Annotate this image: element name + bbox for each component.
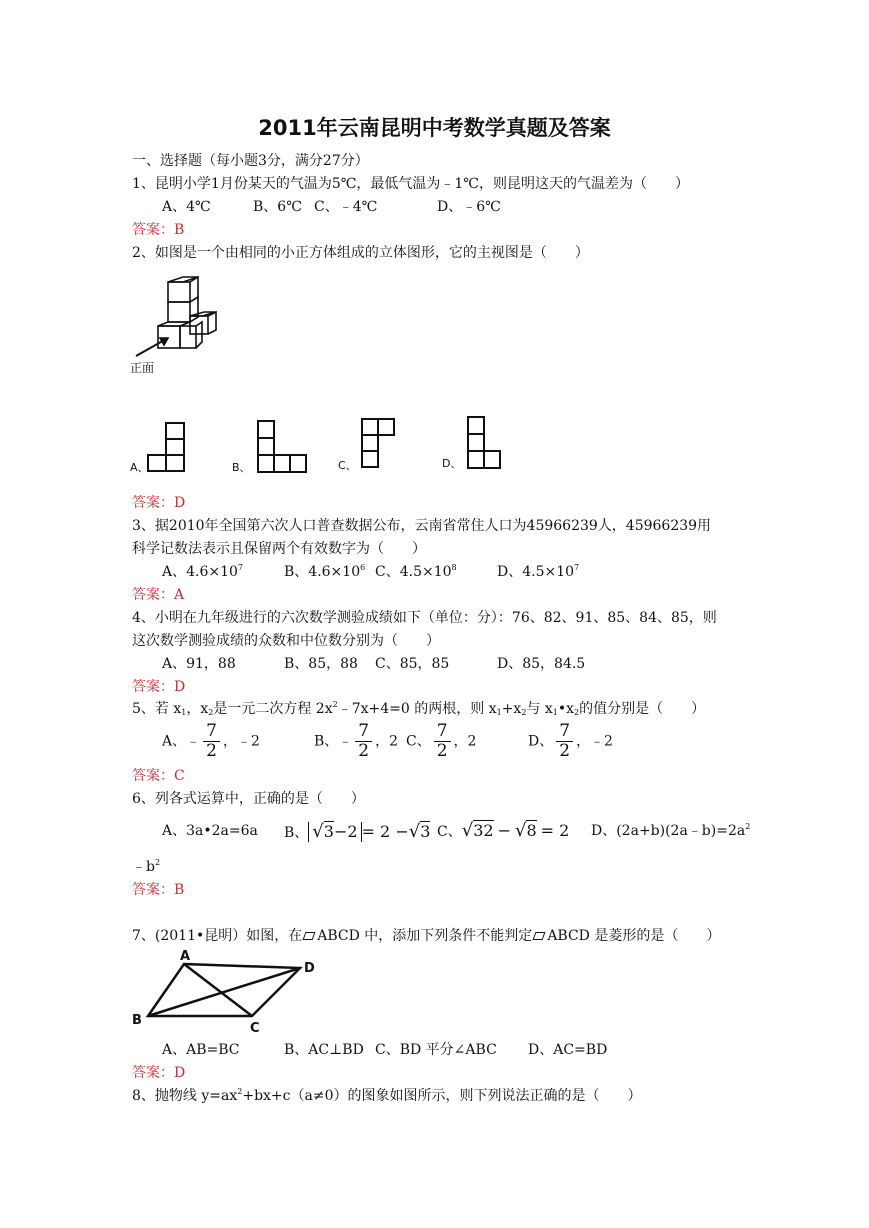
q3-answer-value: A	[174, 587, 185, 603]
fraction-numerator: 7	[203, 722, 220, 742]
radicand: 32	[473, 821, 494, 840]
q4-answer-value: D	[174, 679, 186, 695]
q5-sub: 1	[552, 708, 558, 717]
q5-answer	[132, 767, 185, 785]
q2-label-a: A、	[130, 461, 149, 474]
radicand: 3	[323, 822, 334, 841]
sqrt-icon: √	[461, 820, 474, 841]
answer-prefix: 答案：	[132, 222, 174, 238]
q4-option-d: D、85，84.5	[497, 656, 586, 672]
q5-option-a-pre: A、﹣	[162, 733, 201, 750]
q2-stem: 2、如图是一个由相同的小正方体组成的立体图形，它的主视图是（ ）	[132, 245, 589, 261]
answer-prefix: 答案：	[132, 587, 174, 603]
q7-option-b: B、AC⊥BD	[284, 1042, 364, 1058]
q5-stem-part: 与 x	[526, 701, 553, 717]
q3-option-d	[497, 563, 579, 581]
page-title: 2011年云南昆明中考数学真题及答案	[258, 116, 611, 140]
q1-answer	[132, 221, 184, 239]
q7-option-a: A、AB=BC	[162, 1042, 240, 1058]
q7-answer-value: D	[174, 1065, 186, 1081]
q5-stem-part: ，x	[186, 701, 209, 717]
q3-option-c-base: C、4.5×10	[375, 564, 452, 580]
q7-stem	[132, 927, 720, 945]
q4-answer	[132, 678, 185, 696]
q8-stem-part: 8、抛物线 y=ax	[132, 1088, 238, 1104]
answer-prefix: 答案：	[132, 1065, 174, 1081]
q5-option-a-post: ，﹣2	[222, 733, 260, 750]
fraction	[556, 722, 573, 761]
q6-option-c	[437, 822, 569, 841]
fraction-denominator: 2	[206, 741, 217, 761]
fraction	[434, 722, 451, 761]
fraction-numerator: 7	[355, 722, 372, 742]
q2-label-d: D、	[442, 457, 462, 470]
q5-option-d-pre: D、	[528, 733, 554, 750]
q5-option-d	[528, 722, 613, 761]
q6-option-b-label: B、	[284, 825, 309, 841]
q3-answer	[132, 586, 184, 604]
q5-option-b-post: ，2	[375, 733, 399, 750]
q5-stem-part: 是一元二次方程 2x	[213, 701, 333, 717]
q1-option-c: C、﹣4℃	[314, 199, 378, 215]
q6-stem: 6、列各式运算中，正确的是（ ）	[132, 791, 365, 807]
parallelogram-icon	[303, 932, 316, 940]
q5-option-c-post: ，2	[453, 733, 477, 750]
parallelogram-icon	[533, 932, 546, 940]
q5-options	[0, 722, 869, 766]
q6-options	[0, 822, 869, 844]
q5-stem-part: 5、若 x	[132, 701, 182, 717]
q6-option-b	[284, 822, 430, 842]
q1-option-d: D、﹣6℃	[437, 199, 501, 215]
q5-stem-part: 的值分别是（ ）	[579, 701, 706, 717]
q6-answer	[132, 881, 184, 899]
q5-option-c-pre: C、	[406, 733, 431, 750]
sqrt-icon: √	[312, 821, 324, 842]
q6-answer-value: B	[174, 882, 185, 898]
q5-sub: 1	[181, 708, 187, 717]
q7-option-d: D、AC=BD	[528, 1042, 608, 1058]
fraction-denominator: 2	[436, 741, 448, 761]
q5-stem-part: +x	[501, 701, 522, 717]
q3-stem-line2: 科学记数法表示且保留两个有效数字为（ ）	[132, 541, 426, 557]
q3-option-b	[284, 563, 365, 581]
q2-solid-figure	[128, 276, 228, 376]
q7-answer	[132, 1064, 185, 1082]
q7-stem-part: ABCD 中，添加下列条件不能判定	[317, 928, 533, 944]
answer-prefix: 答案：	[132, 679, 174, 695]
q5-stem-part: •x	[557, 701, 575, 717]
q2-option-c	[338, 419, 394, 472]
q4-stem-line1: 4、小明在九年级进行的六次数学测验成绩如下（单位：分）：76、82、91、85、84、85，则	[132, 610, 717, 626]
q5-option-a	[162, 722, 260, 761]
q5-option-c	[406, 722, 476, 761]
q8-stem	[132, 1087, 642, 1105]
q3-stem-line1: 3、据2010年全国第六次人口普查数据公布，云南省常住人口为45966239人，45966239用	[132, 518, 712, 534]
q1-option-a: A、4℃	[162, 199, 211, 215]
front-label: 正面	[130, 361, 155, 375]
q2-option-a	[130, 423, 184, 474]
q3-option-a	[162, 563, 243, 581]
q6-option-b-mid: −2	[333, 822, 358, 841]
radicand: 3	[420, 822, 431, 841]
answer-prefix: 答案：	[132, 495, 174, 511]
vertex-a-label: A	[180, 949, 191, 964]
q7-stem-part: ABCD 是菱形的是（ ）	[547, 928, 721, 944]
q3-option-d-exp: 7	[574, 563, 580, 572]
q4-option-b: B、85，88	[284, 656, 358, 672]
q8-sup: 2	[237, 1087, 243, 1096]
q2-answer-value: D	[174, 495, 186, 511]
q6-option-d-tail-exp: 2	[154, 858, 161, 867]
q7-stem-part: 7、(2011•昆明）如图，在	[132, 928, 303, 944]
abs-value	[308, 822, 361, 842]
q6-option-d-exp: 2	[745, 822, 751, 831]
q4-option-a: A、91，88	[162, 656, 236, 672]
q1-option-b: B、6℃	[253, 199, 302, 215]
vertex-c-label: C	[250, 1021, 260, 1034]
q3-option-c-exp: 8	[451, 563, 457, 572]
q5-sub: 2	[521, 708, 527, 717]
q6-option-c-mid: −	[497, 821, 511, 840]
q4-option-c: C、85，85	[375, 656, 450, 672]
vertex-b-label: B	[132, 1013, 142, 1028]
q4-stem-line2: 这次数学测验成绩的众数和中位数分别为（ ）	[132, 633, 440, 649]
q3-option-a-exp: 7	[237, 563, 244, 572]
q2-option-b	[232, 421, 306, 474]
fraction	[203, 722, 220, 761]
q5-answer-value: C	[174, 768, 185, 784]
q3-option-b-base: B、4.6×10	[284, 564, 361, 580]
sqrt-icon: √	[514, 820, 527, 841]
q6-option-d	[591, 822, 750, 840]
q6-option-d-tail-base: ﹣b	[132, 859, 155, 875]
fraction-denominator: 2	[358, 741, 370, 761]
fraction-numerator: 7	[556, 722, 573, 742]
q5-sub: 1	[496, 708, 502, 717]
fraction	[355, 722, 372, 761]
q5-stem	[132, 700, 705, 718]
section-heading: 一、选择题（每小题3分，满分27分）	[132, 153, 369, 169]
q3-option-c	[375, 563, 457, 581]
q5-sub: 2	[208, 708, 214, 717]
q2-options	[128, 415, 528, 477]
q6-option-b-eq: = 2 −	[361, 822, 409, 841]
q5-option-d-post: ，﹣2	[576, 733, 613, 750]
q5-sup: 2	[332, 700, 338, 709]
q6-option-d-base: D、(2a+b)(2a﹣b)=2a	[591, 823, 746, 839]
q6-option-a: A、3a•2a=6a	[162, 823, 258, 839]
q3-option-a-base: A、4.6×10	[162, 564, 238, 580]
q5-stem-part: ﹣7x+4=0 的两根，则 x	[337, 701, 497, 717]
q2-answer	[132, 494, 185, 512]
q7-parallelogram-figure	[128, 948, 328, 1034]
q1-answer-value: B	[174, 222, 185, 238]
q6-option-c-eq: = 2	[540, 821, 570, 840]
answer-prefix: 答案：	[132, 882, 174, 898]
q6-option-c-label: C、	[437, 824, 462, 840]
q1-stem: 1、昆明小学1月份某天的气温为5℃，最低气温为﹣1℃，则昆明这天的气温差为（ ）	[132, 176, 689, 192]
radicand: 8	[526, 821, 537, 840]
q8-stem-part: +bx+c（a≠0）的图象如图所示，则下列说法正确的是（ ）	[242, 1088, 642, 1104]
q5-option-b-pre: B、﹣	[314, 733, 353, 750]
answer-prefix: 答案：	[132, 768, 174, 784]
q2-label-b: B、	[232, 461, 251, 474]
q3-option-d-base: D、4.5×10	[497, 564, 575, 580]
q2-option-d	[442, 417, 500, 470]
q7-option-c: C、BD 平分∠ABC	[375, 1042, 497, 1058]
q3-option-b-exp: 6	[360, 563, 366, 572]
q5-sub: 2	[574, 708, 580, 717]
q2-label-c: C、	[338, 459, 357, 472]
fraction-numerator: 7	[434, 722, 451, 742]
sqrt-icon: √	[408, 821, 421, 842]
vertex-d-label: D	[304, 961, 315, 976]
q5-option-b	[314, 722, 398, 761]
fraction-denominator: 2	[559, 741, 571, 761]
q6-option-d-tail	[132, 858, 160, 876]
